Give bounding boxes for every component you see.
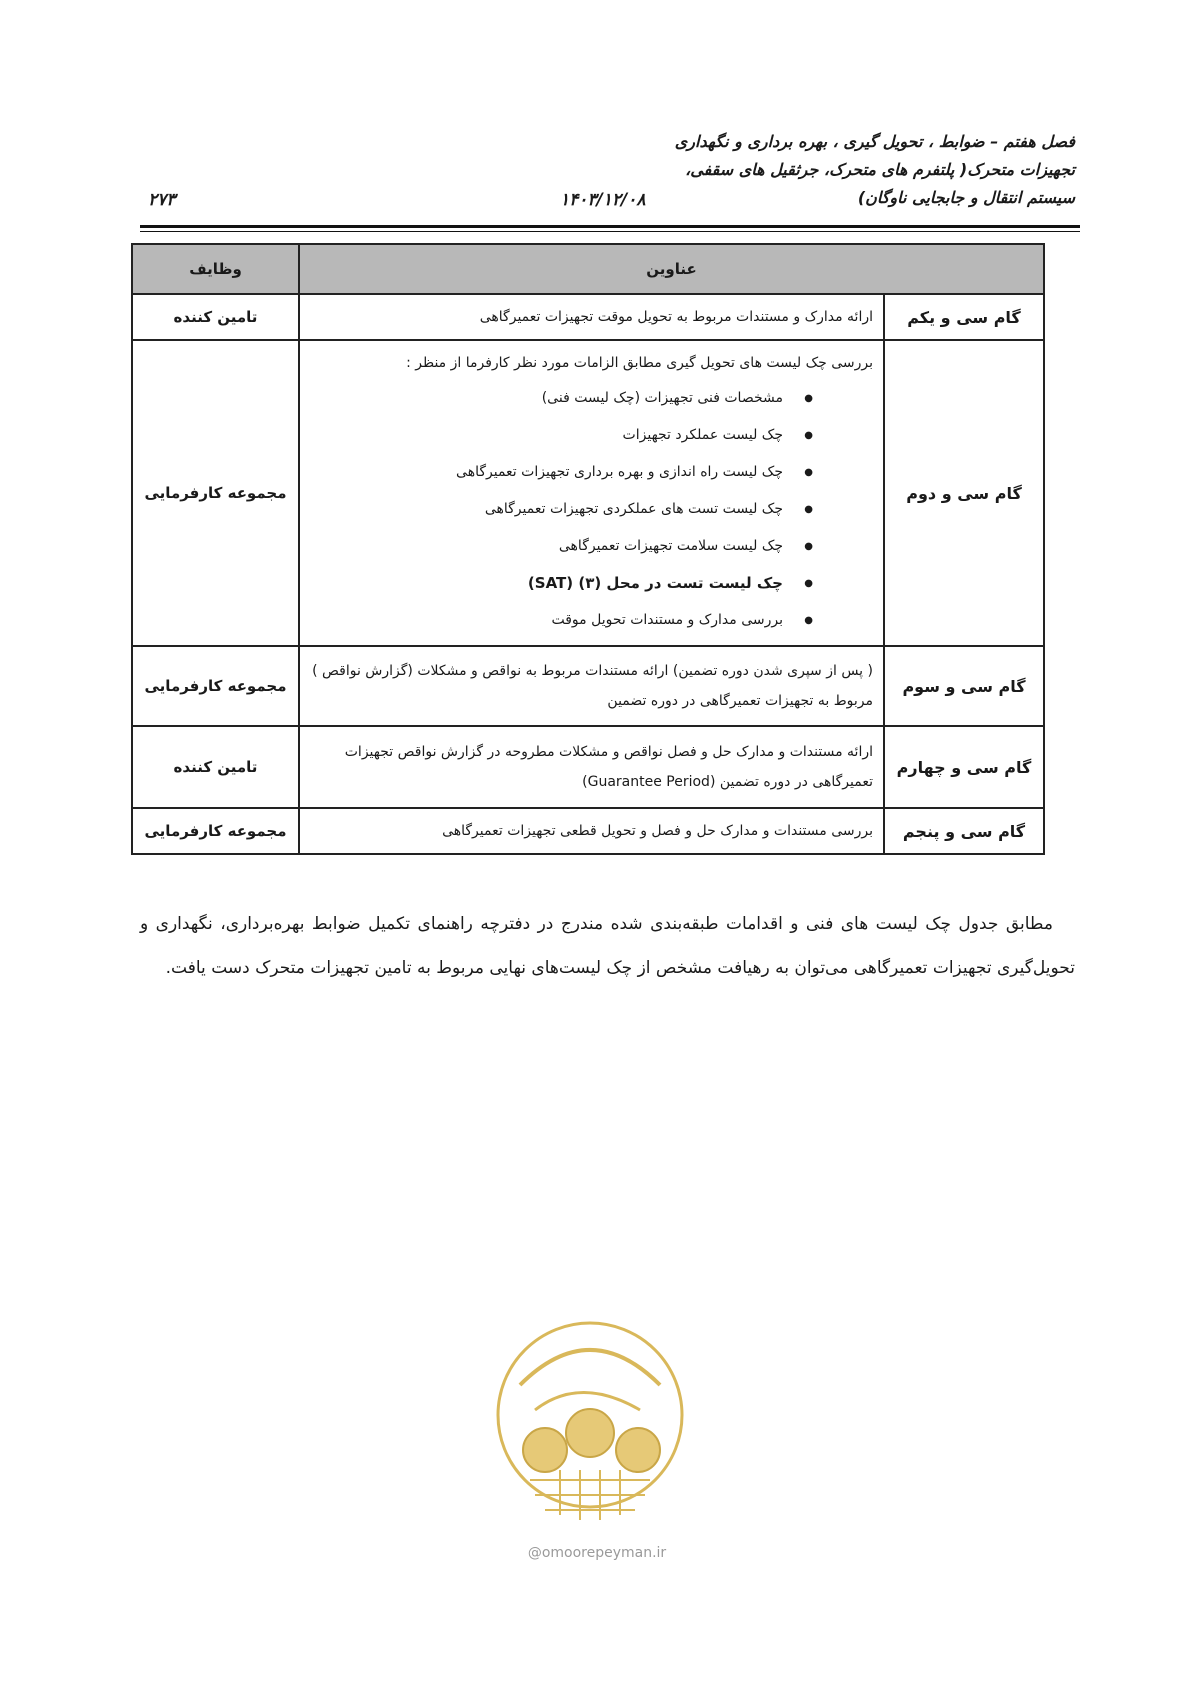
step-cell: گام سی و چهارم	[884, 726, 1044, 808]
header-chapter-line: فصل هفتم – ضوابط ، تحویل گیری ، بهره برداری و نگهداری	[674, 132, 1075, 151]
step-cell: گام سی و پنجم	[884, 808, 1044, 854]
gear-icon	[616, 1428, 660, 1472]
checklist	[310, 380, 873, 639]
header-subtitle-line: تجهیزات متحرک( پلتفرم های متحرک، جرثقیل های سقفی،	[685, 160, 1075, 179]
seal-calligraphy-icon	[520, 1350, 660, 1385]
list-item: ● مشخصات فنی تجهیزات (چک لیست فنی)	[310, 380, 813, 417]
table-header-row	[132, 244, 1044, 294]
table-row	[132, 294, 1044, 340]
seal-calligraphy-stroke	[535, 1393, 640, 1411]
seal-logo	[490, 1315, 690, 1525]
steps-table	[131, 243, 1045, 855]
step-cell: گام سی و یکم	[884, 294, 1044, 340]
seal-caption: @omoorepeyman.ir	[527, 1545, 667, 1561]
titles-header: عناوین	[299, 244, 1044, 294]
body-paragraph: مطابق جدول چک لیست های فنی و اقدامات طبقه‌بندی شده مندرج در دفترچه راهنمای تکمیل ضوابط بهره‌برداری، نگهداری و تحویل‌گیری تجهیزات تعمیرگاهی می‌توان به رهیافت مشخص از چک لیست‌های نهایی مربوط به تامین تجهیزات متحرک دست یافت.	[140, 914, 1075, 978]
checklist-intro: بررسی چک لیست های تحویل گیری مطابق الزامات مورد نظر کارفرما از منظر :	[406, 354, 873, 371]
gear-icon	[566, 1409, 614, 1457]
role-cell: مجموعه کارفرمایی	[132, 340, 299, 646]
title-cell: ارائه مستندات و مدارک حل و فصل نواقص و مشکلات مطروحه در گزارش نواقص تجهیزات تعمیرگاهی در دوره تضمین (Guarantee Period)	[299, 726, 884, 808]
role-cell: تامین کننده	[132, 294, 299, 340]
header-subtitle-line-3: سیستم انتقال و جابجایی ناوگان)	[857, 188, 1075, 207]
role-cell: مجموعه کارفرمایی	[132, 646, 299, 726]
grid-icon	[530, 1470, 650, 1520]
header-rule	[140, 225, 1080, 228]
title-cell	[299, 340, 884, 646]
role-cell: مجموعه کارفرمایی	[132, 808, 299, 854]
list-item: ● بررسی مدارک و مستندات تحویل موقت	[310, 602, 813, 639]
list-item: ● چک لیست عملکرد تجهیزات	[310, 417, 813, 454]
table-row	[132, 340, 1044, 646]
list-item: ● چک لیست تست های عملکردی تجهیزات تعمیرگاهی	[310, 491, 813, 528]
step-cell: گام سی و دوم	[884, 340, 1044, 646]
list-item: ● چک لیست راه اندازی و بهره برداری تجهیزات تعمیرگاهی	[310, 454, 813, 491]
step-cell: گام سی و سوم	[884, 646, 1044, 726]
duties-header: وظایف	[132, 244, 299, 294]
title-cell: بررسی مستندات و مدارک حل و فصل و تحویل قطعی تجهیزات تعمیرگاهی	[299, 808, 884, 854]
table-row	[132, 808, 1044, 854]
role-cell: تامین کننده	[132, 726, 299, 808]
title-cell: ( پس از سپری شدن دوره تضمین) ارائه مستندات مربوط به نواقص و مشکلات (گزارش نواقص ) مربوط به تجهیزات تعمیرگاهی در دوره تضمین	[299, 646, 884, 726]
gear-icon	[523, 1428, 567, 1472]
table-row	[132, 726, 1044, 808]
page-number: ۲۷۳	[148, 190, 176, 210]
header-date: ۱۴۰۳/۱۲/۰۸	[560, 190, 646, 210]
list-item: ● چک لیست تست در محل (۳) (SAT)	[310, 565, 813, 602]
list-item: ● چک لیست سلامت تجهیزات تعمیرگاهی	[310, 528, 813, 565]
header-rule-thin	[140, 231, 1080, 232]
title-cell: ارائه مدارک و مستندات مربوط به تحویل موقت تجهیزات تعمیرگاهی	[299, 294, 884, 340]
table-row	[132, 646, 1044, 726]
